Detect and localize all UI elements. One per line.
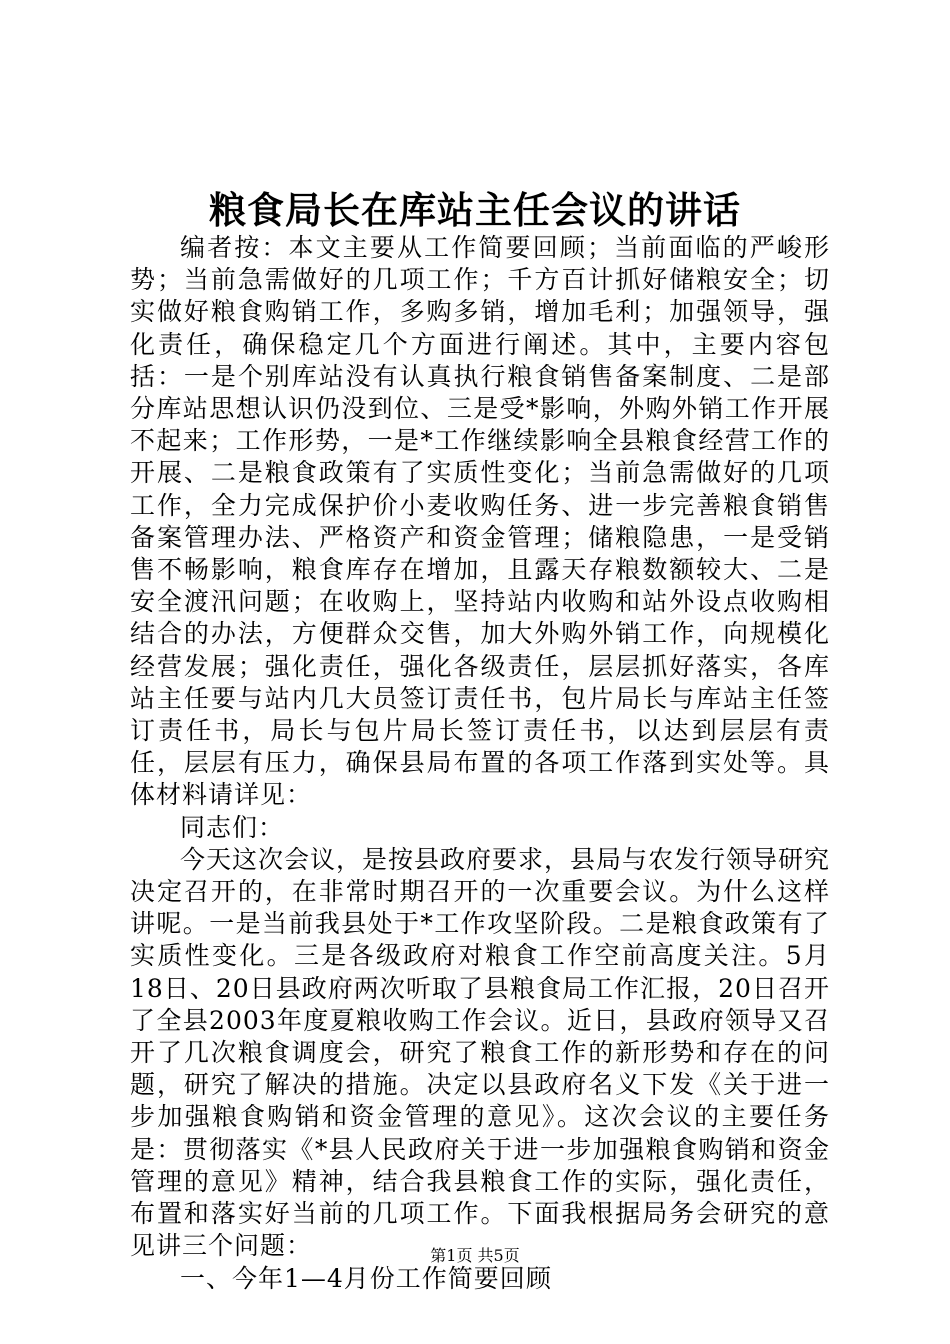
salutation-paragraph: 同志们： (180, 812, 285, 842)
section-heading: 一、今年1—4月份工作简要回顾 (180, 1263, 552, 1293)
intro-paragraph: 今天这次会议，是按县政府要求，县局与农发行领导研究决定召开的，在非常时期召开的一次重要会议。为什么这样讲呢。一是当前我县处于*工作攻坚阶段。二是粮食政策有了实质性变化。三是各级政府对粮食工作空前高度关注。5月18日、20日县政府两次听取了县粮食局工作汇报，20日召开了全县2003年度夏粮收购工作会议。近日，县政府领导又召开了几次粮食调度会，研究了粮食工作的新形势和存在的问题，研究了解决的措施。决定以县政府名义下发《关于进一步加强粮食购销和资金管理的意见》。这次会议的主要任务是：贯彻落实《*县人民政府关于进一步加强粮食购销和资金管理的意见》精神，结合我县粮食工作的实际，强化责任，布置和落实好当前的几项工作。下面我根据局务会研究的意见讲三个问题： (130, 844, 831, 1261)
document-body (130, 232, 830, 1295)
page-footer: 第1页 共5页 (430, 1246, 520, 1265)
editor-note-paragraph: 编者按：本文主要从工作简要回顾；当前面临的严峻形势；当前急需做好的几项工作；千方百计抓好储粮安全；切实做好粮食购销工作，多购多销，增加毛利；加强领导，强化责任，确保稳定几个方面进行阐述。其中，主要内容包括：一是个别库站没有认真执行粮食销售备案制度、二是部分库站思想认识仍没到位、三是受*影响，外购外销工作开展不起来；工作形势，一是*工作继续影响全县粮食经营工作的开展、二是粮食政策有了实质性变化；当前急需做好的几项工作，全力完成保护价小麦收购任务、进一步完善粮食销售备案管理办法、严格资产和资金管理；储粮隐患，一是受销售不畅影响，粮食库存在增加，且露天存粮数额较大、二是安全渡汛问题；在收购上，坚持站内收购和站外设点收购相结合的办法，方便群众交售，加大外购外销工作，向规模化经营发展；强化责任，强化各级责任，层层抓好落实，各库站主任要与站内几大员签订责任书，包片局长与库站主任签订责任书，局长与包片局长签订责任书，以达到层层有责任，层层有压力，确保县局布置的各项工作落到实处等。具体材料请详见： (130, 233, 830, 810)
document-title: 粮食局长在库站主任会议的讲话 (209, 188, 741, 232)
